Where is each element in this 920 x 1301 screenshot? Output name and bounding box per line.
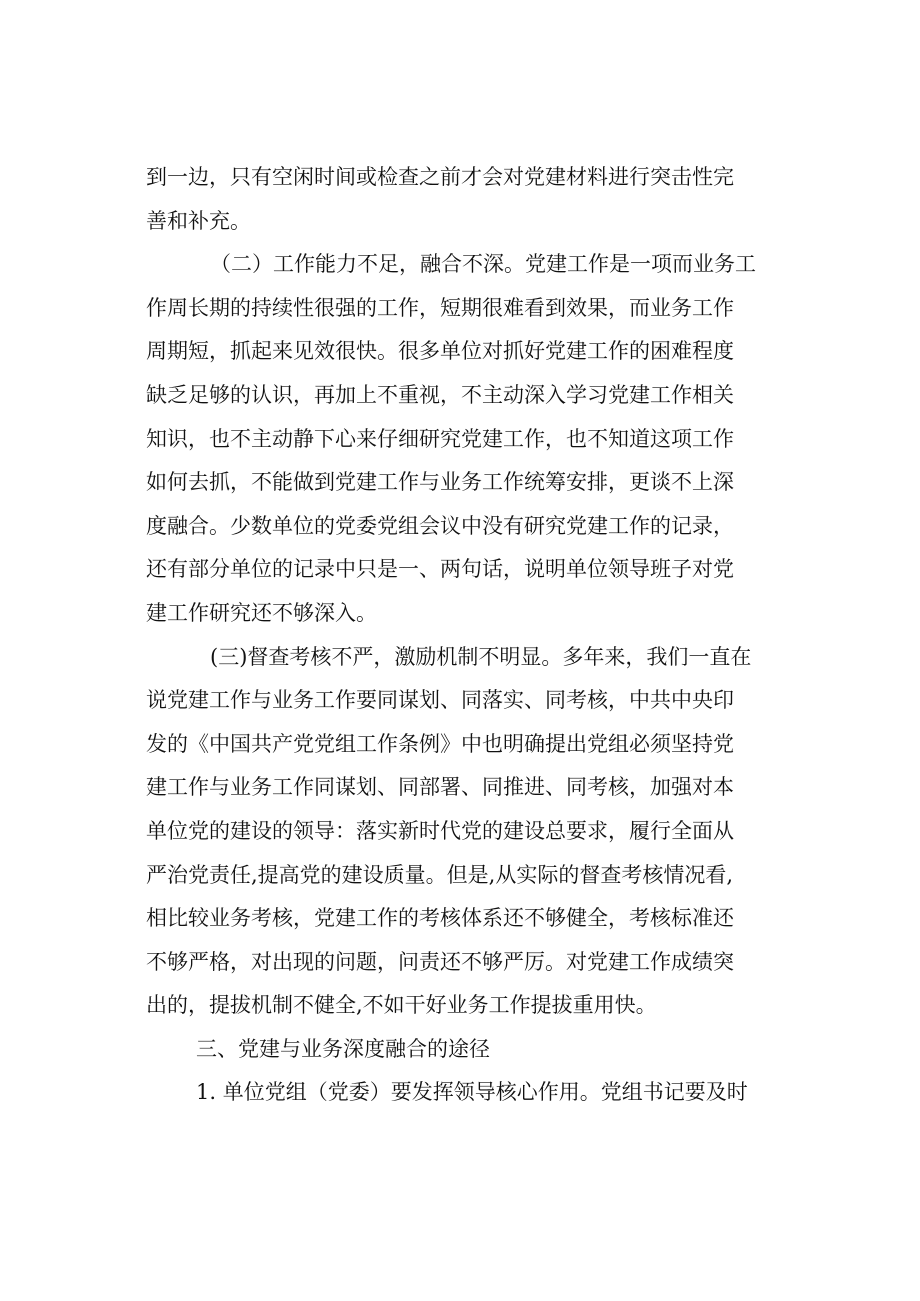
section-heading-line: (三)督查考核不严，激励机制不明显。多年来，我们一直在	[210, 644, 752, 669]
chapter-heading: 三、党建与业务深度融合的途径	[196, 1036, 490, 1061]
text-line: 善和补充。	[146, 208, 251, 233]
text-line: 发的《中国共产党党组工作条例》中也明确提出党组必须坚持党	[146, 731, 734, 756]
text-line: 相比较业务考核，党建工作的考核体系还不够健全，考核标准还	[146, 906, 734, 931]
paragraph-section-3	[146, 636, 806, 1028]
list-item-line: 1. 单位党组（党委）要发挥领导核心作用。党组书记要及时	[196, 1080, 748, 1105]
text-line: 作周长期的持续性很强的工作，短期很难看到效果，而业务工作	[146, 295, 734, 320]
text-line: 说党建工作与业务工作要同谋划、同落实、同考核，中共中央印	[146, 688, 734, 713]
text-line: 还有部分单位的记录中只是一、两句话，说明单位领导班子对党	[146, 557, 734, 582]
heading-section-3-approaches	[146, 1028, 806, 1072]
document-body	[146, 156, 806, 1115]
text-line: 度融合。少数单位的党委党组会议中没有研究党建工作的记录，	[146, 513, 734, 538]
paragraph-section-2	[146, 243, 806, 635]
text-line: 建工作研究还不够深入。	[146, 600, 377, 625]
text-line: 如何去抓，不能做到党建工作与业务工作统筹安排，更谈不上深	[146, 470, 734, 495]
text-line: 单位党的建设的领导：落实新时代党的建设总要求，履行全面从	[146, 818, 734, 843]
text-line: 建工作与业务工作同谋划、同部署、同推进、同考核，加强对本	[146, 775, 734, 800]
text-line: 不够严格，对出现的问题，问责还不够严厉。对党建工作成绩突	[146, 949, 734, 974]
text-line: 严治党责任,提高党的建设质量。但是,从实际的督查考核情况看,	[146, 862, 734, 887]
text-line: 知识，也不主动静下心来仔细研究党建工作，也不知道这项工作	[146, 426, 734, 451]
text-line: 出的，提拔机制不健全,不如干好业务工作提拔重用快。	[146, 993, 657, 1018]
list-item-1	[146, 1071, 806, 1115]
text-line: 缺乏足够的认识，再加上不重视，不主动深入学习党建工作相关	[146, 382, 734, 407]
text-line: 周期短，抓起来见效很快。很多单位对抓好党建工作的困难程度	[146, 339, 734, 364]
text-line: 到一边，只有空闲时间或检查之前才会对党建材料进行突击性完	[146, 165, 734, 189]
section-heading-line: （二）工作能力不足，融合不深。党建工作是一项而业务工	[210, 252, 756, 277]
paragraph-intro-continuation	[146, 156, 806, 243]
